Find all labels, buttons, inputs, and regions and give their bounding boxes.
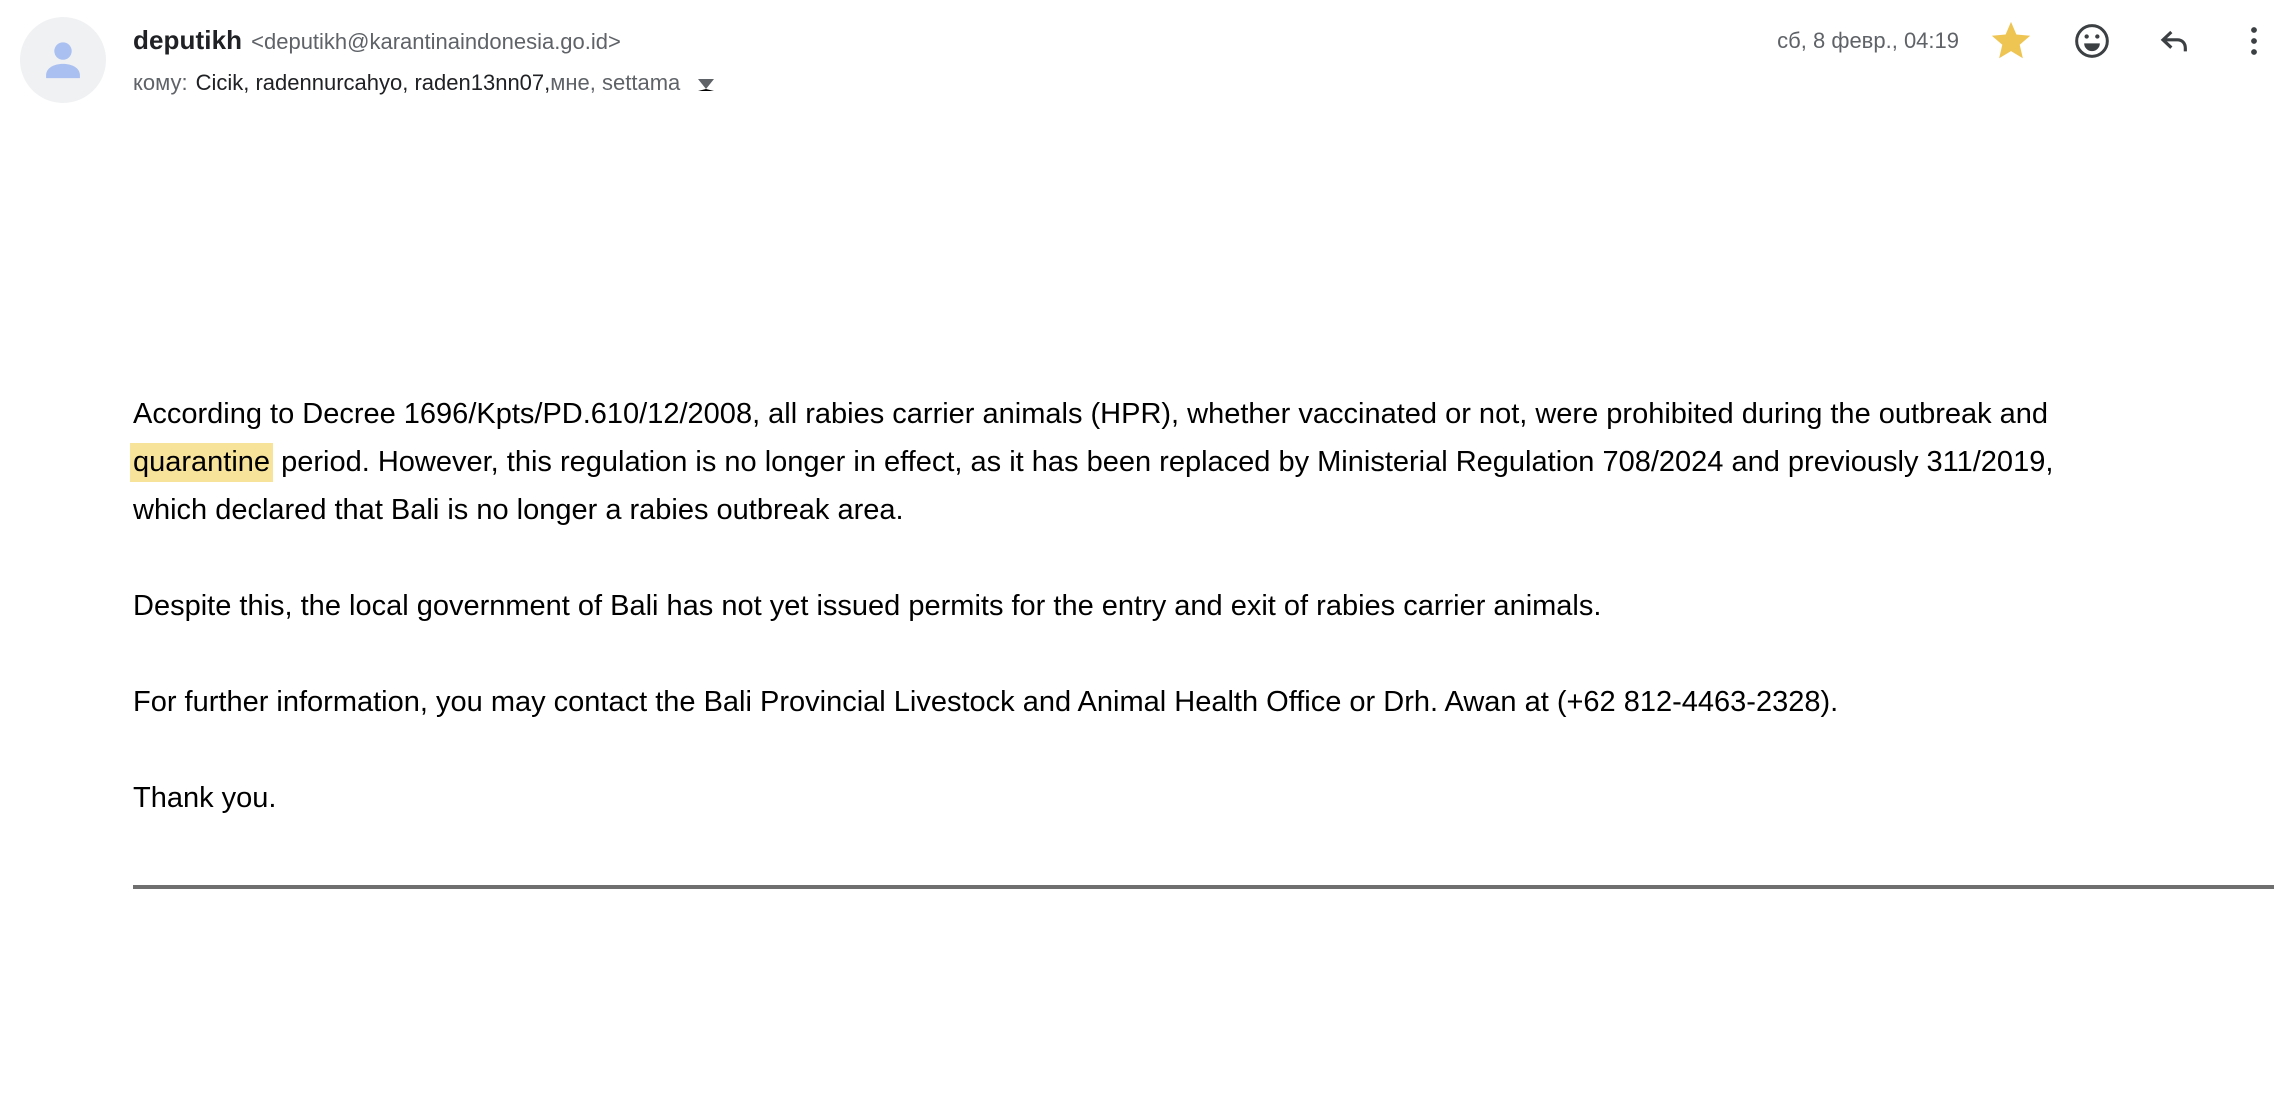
sender-email: <deputikh@karantinaindonesia.go.id> bbox=[251, 29, 621, 54]
recipients-names-secondary: мне, settama bbox=[550, 70, 681, 95]
sender-line bbox=[133, 25, 714, 56]
body-line bbox=[133, 438, 2278, 486]
show-details-caret-icon[interactable] bbox=[698, 79, 714, 91]
message-body bbox=[133, 390, 2278, 822]
recipients-names: Cicik, radennurcahyo, raden13nn07, bbox=[195, 70, 551, 95]
star-icon bbox=[1988, 18, 2034, 64]
body-line: According to Decree 1696/Kpts/PD.610/12/2008, all rabies carrier animals (HPR), whether vaccinated or not, were prohibited during the outbreak and bbox=[133, 398, 2049, 430]
person-icon bbox=[34, 31, 92, 89]
paragraph-2 bbox=[133, 582, 2278, 630]
paragraph-4 bbox=[133, 774, 2278, 822]
sender-avatar[interactable] bbox=[20, 17, 106, 103]
sender-name: deputikh bbox=[133, 25, 243, 55]
smiley-icon bbox=[2072, 21, 2112, 61]
body-line: Thank you. bbox=[133, 782, 277, 814]
recipients-line bbox=[133, 68, 714, 98]
add-reaction-button[interactable] bbox=[2068, 17, 2116, 65]
paragraph-1 bbox=[133, 390, 2278, 534]
reply-button[interactable] bbox=[2149, 17, 2197, 65]
to-label: кому: bbox=[133, 70, 188, 95]
body-line: Despite this, the local government of Bali has not yet issued permits for the entry and exit of rabies carrier animals. bbox=[133, 590, 1602, 622]
signature-divider bbox=[133, 885, 2274, 889]
reply-arrow-icon bbox=[2153, 21, 2193, 61]
search-highlight: quarantine bbox=[130, 443, 273, 482]
star-button[interactable] bbox=[1987, 17, 2035, 65]
message-date: сб, 8 февр., 04:19 bbox=[1777, 28, 1959, 53]
body-line: For further information, you may contact the Bali Provincial Livestock and Animal Health Office or Drh. Awan at (+62 812-4463-2328). bbox=[133, 686, 1839, 718]
sender-block bbox=[133, 25, 714, 98]
paragraph-3 bbox=[133, 678, 2278, 726]
body-line: which declared that Bali is no longer a rabies outbreak area. bbox=[133, 494, 904, 526]
body-text: period. However, this regulation is no longer in effect, as it has been replaced by Ministerial Regulation 708/2024 and previously 311/2019, bbox=[273, 446, 2054, 478]
more-vertical-icon bbox=[2234, 21, 2274, 61]
more-options-button[interactable] bbox=[2230, 17, 2278, 65]
header-actions bbox=[1777, 16, 2278, 66]
